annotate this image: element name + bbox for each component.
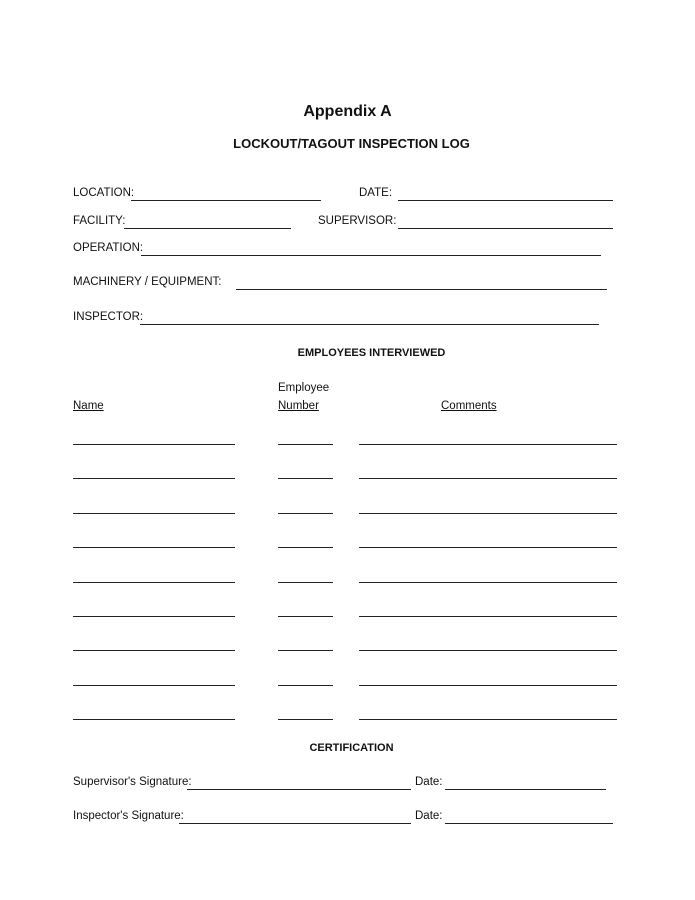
employee-name-field[interactable] — [73, 719, 235, 720]
employee-comments-field[interactable] — [359, 685, 617, 686]
employee-number-field[interactable] — [278, 444, 333, 445]
number-column-header: Number — [278, 400, 319, 412]
supervisor-date-label: Date: — [415, 776, 443, 788]
employee-number-field[interactable] — [278, 719, 333, 720]
inspector-signature-label: Inspector's Signature: — [73, 810, 184, 822]
employee-name-field[interactable] — [73, 444, 235, 445]
certification-heading: CERTIFICATION — [309, 742, 394, 754]
location-label: LOCATION: — [73, 187, 135, 199]
machinery-field[interactable] — [236, 289, 607, 290]
employee-comments-field[interactable] — [359, 616, 617, 617]
supervisor-signature-field[interactable] — [187, 789, 411, 790]
employee-comments-field[interactable] — [359, 719, 617, 720]
employee-number-field[interactable] — [278, 478, 333, 479]
page-title: Appendix A — [303, 103, 392, 120]
employee-name-field[interactable] — [73, 616, 235, 617]
employee-comments-field[interactable] — [359, 547, 617, 548]
employees-heading: EMPLOYEES INTERVIEWED — [297, 347, 446, 359]
operation-label: OPERATION: — [73, 242, 144, 254]
employee-number-field[interactable] — [278, 650, 333, 651]
supervisor-label: SUPERVISOR: — [318, 215, 397, 227]
employee-name-field[interactable] — [73, 513, 235, 514]
employee-comments-field[interactable] — [359, 650, 617, 651]
date-field[interactable] — [398, 200, 613, 201]
employee-name-field[interactable] — [73, 650, 235, 651]
location-field[interactable] — [131, 200, 321, 201]
employee-comments-field[interactable] — [359, 513, 617, 514]
employee-name-field[interactable] — [73, 547, 235, 548]
employee-comments-field[interactable] — [359, 478, 617, 479]
inspector-field[interactable] — [140, 324, 599, 325]
employee-number-field[interactable] — [278, 616, 333, 617]
employee-column-label: Employee — [278, 382, 330, 394]
comments-column-header: Comments — [441, 400, 497, 412]
supervisor-date-field[interactable] — [445, 789, 606, 790]
employee-number-field[interactable] — [278, 582, 333, 583]
date-label: DATE: — [359, 187, 393, 199]
inspector-signature-field[interactable] — [179, 823, 411, 824]
employee-number-field[interactable] — [278, 513, 333, 514]
operation-field[interactable] — [141, 255, 601, 256]
supervisor-field[interactable] — [398, 228, 613, 229]
employee-comments-field[interactable] — [359, 582, 617, 583]
supervisor-signature-label: Supervisor's Signature: — [73, 776, 192, 788]
employee-number-field[interactable] — [278, 547, 333, 548]
facility-label: FACILITY: — [73, 215, 126, 227]
employee-number-field[interactable] — [278, 685, 333, 686]
inspector-date-field[interactable] — [445, 823, 613, 824]
form-title: LOCKOUT/TAGOUT INSPECTION LOG — [233, 136, 470, 151]
name-column-header: Name — [73, 400, 104, 412]
employee-name-field[interactable] — [73, 685, 235, 686]
machinery-label: MACHINERY / EQUIPMENT: — [73, 276, 222, 288]
employee-name-field[interactable] — [73, 582, 235, 583]
inspector-date-label: Date: — [415, 810, 443, 822]
employee-comments-field[interactable] — [359, 444, 617, 445]
inspector-label: INSPECTOR: — [73, 311, 144, 323]
employee-name-field[interactable] — [73, 478, 235, 479]
facility-field[interactable] — [124, 228, 291, 229]
